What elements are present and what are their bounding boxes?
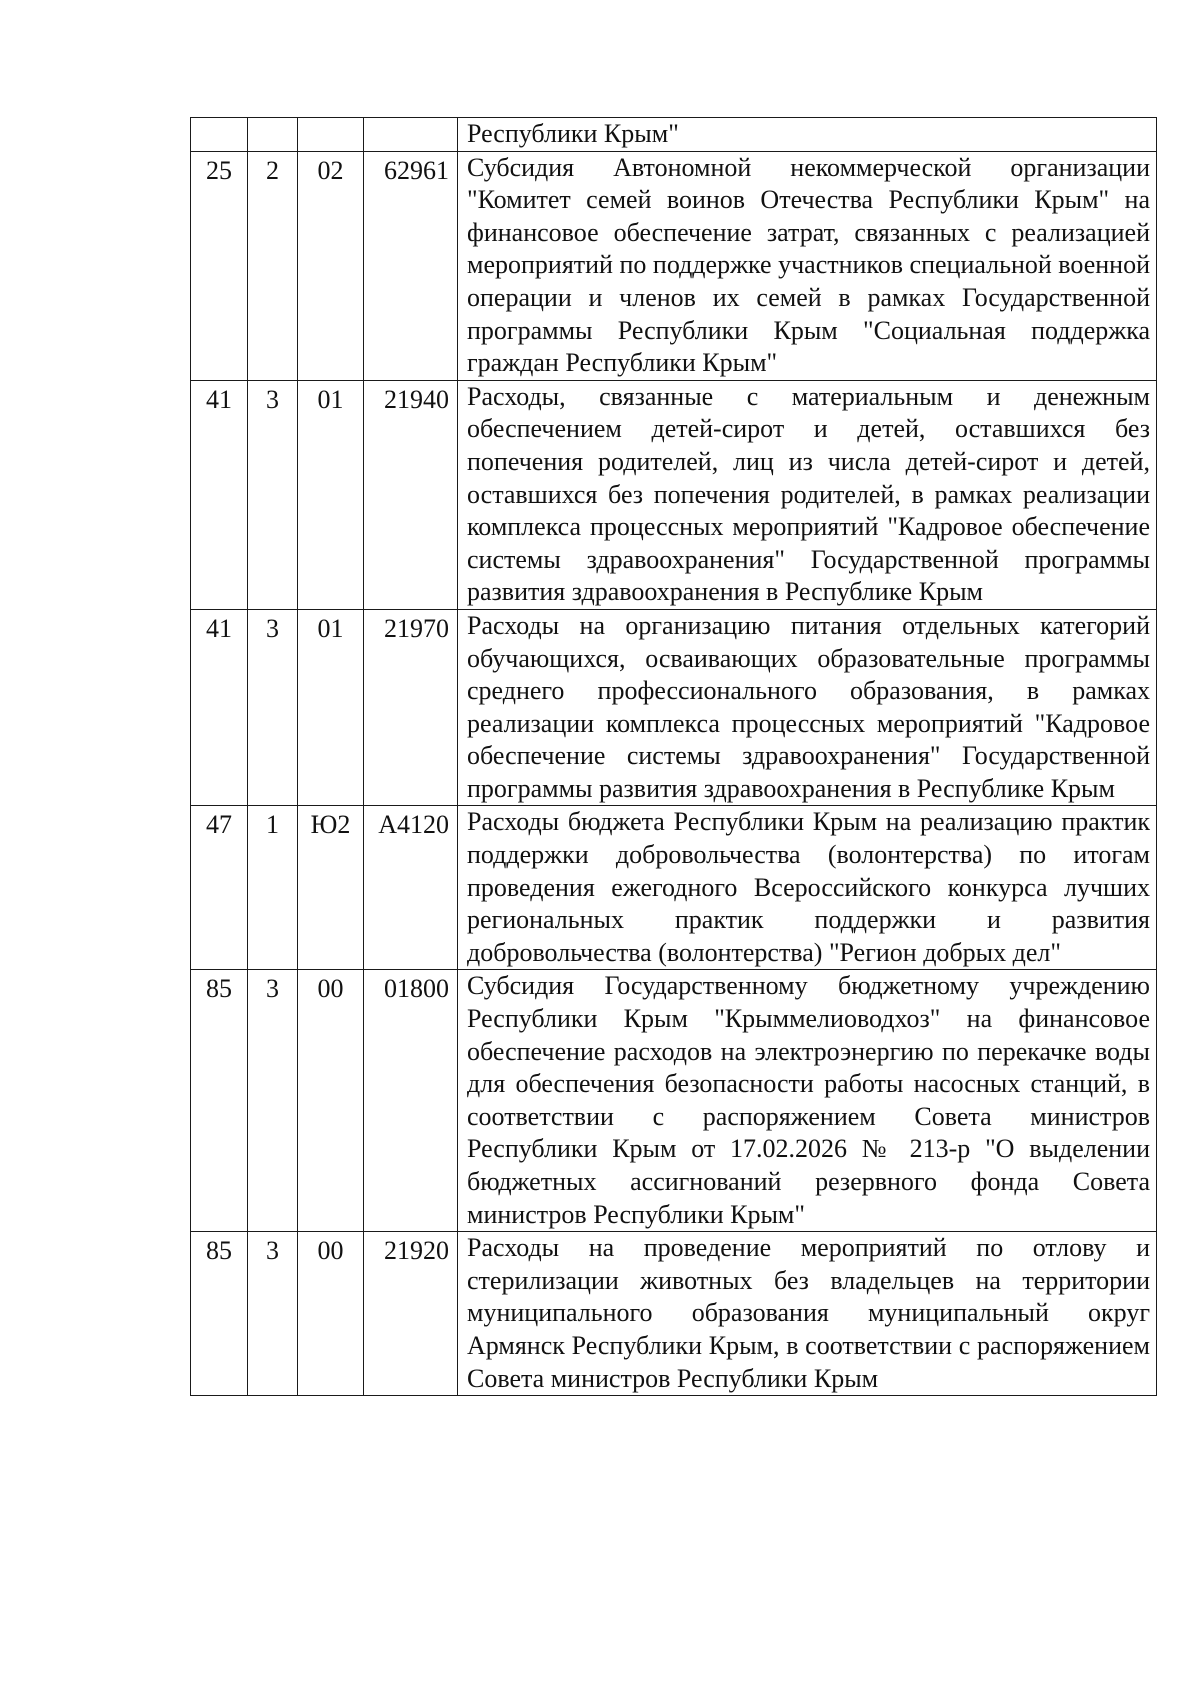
code-cell-3: 01 (298, 609, 364, 806)
code-cell-2: 1 (248, 806, 298, 970)
code-cell-2: 3 (248, 609, 298, 806)
code-cell-3: 00 (298, 970, 364, 1232)
description-cell (458, 151, 1157, 380)
code-cell-3: 02 (298, 151, 364, 380)
code-cell-1: 85 (191, 1232, 248, 1396)
code-cell-4 (364, 118, 458, 152)
description-cell (458, 970, 1157, 1232)
code-cell-4: 62961 (364, 151, 458, 380)
code-cell-4: 21920 (364, 1232, 458, 1396)
code-cell-2 (248, 118, 298, 152)
code-cell-2: 3 (248, 380, 298, 609)
code-cell-1: 41 (191, 380, 248, 609)
table-row (191, 806, 1157, 970)
description-text: Расходы бюджета Республики Крым на реализацию практик поддержки добровольчества (волонтерства) по итогам проведения ежегодного Всероссийского конкурса лучших региональных практик поддержки и развития добровольчества (волонтерства) "Регион добрых дел" (467, 807, 1150, 967)
description-text: Расходы на организацию питания отдельных категорий обучающихся, осваивающих образовательные программы среднего профессионального образования, в рамках реализации комплекса процессных мероприятий "Кадровое обеспечение системы здравоохранения" Государственной программы развития здравоохранения в Республике Крым (467, 610, 1150, 803)
description-cell (458, 806, 1157, 970)
table-row (191, 1232, 1157, 1396)
table-row (191, 970, 1157, 1232)
description-text: Расходы на проведение мероприятий по отлову и стерилизации животных без владельцев на территории муниципального образования муниципальный округ Армянск Республики Крым, в соответствии с распоряжением Совета министров Республики Крым (467, 1233, 1150, 1393)
code-cell-3 (298, 118, 364, 152)
code-cell-1 (191, 118, 248, 152)
description-cell (458, 1232, 1157, 1396)
budget-codes-table (190, 117, 1157, 1396)
description-text: Республики Крым" (467, 119, 679, 148)
code-cell-1: 25 (191, 151, 248, 380)
code-cell-3: 01 (298, 380, 364, 609)
table-row (191, 380, 1157, 609)
code-cell-2: 3 (248, 970, 298, 1232)
code-cell-2: 3 (248, 1232, 298, 1396)
code-cell-4: А4120 (364, 806, 458, 970)
code-cell-1: 47 (191, 806, 248, 970)
description-text: Расходы, связанные с материальным и денежным обеспечением детей-сирот и детей, оставшихся без попечения родителей, лиц из числа детей-сирот и детей, оставшихся без попечения родителей, в рамках реализации комплекса процессных мероприятий "Кадровое обеспечение системы здравоохранения" Государственной программы развития здравоохранения в Республике Крым (467, 381, 1150, 607)
table-row (191, 118, 1157, 152)
code-cell-3: Ю2 (298, 806, 364, 970)
description-cell (458, 609, 1157, 806)
code-cell-4: 21970 (364, 609, 458, 806)
table-row (191, 609, 1157, 806)
code-cell-1: 85 (191, 970, 248, 1232)
code-cell-4: 21940 (364, 380, 458, 609)
code-cell-2: 2 (248, 151, 298, 380)
code-cell-3: 00 (298, 1232, 364, 1396)
description-cell (458, 118, 1157, 152)
table-row (191, 151, 1157, 380)
description-text: Субсидия Автономной некоммерческой организации "Комитет семей воинов Отечества Республики Крым" на финансовое обеспечение затрат, связанных с реализацией мероприятий по поддержке участников специальной военной операции и членов их семей в рамках Государственной программы Республики Крым "Социальная поддержка граждан Республики Крым" (467, 152, 1150, 378)
code-cell-1: 41 (191, 609, 248, 806)
description-cell (458, 380, 1157, 609)
description-text: Субсидия Государственному бюджетному учреждению Республики Крым "Крыммелиоводхоз" на финансовое обеспечение расходов на электроэнергию по перекачке воды для обеспечения безопасности работы насосных станций, в соответствии с распоряжением Совета министров Республики Крым от 17.02.2026 № 213-р "О выделении бюджетных ассигнований резервного фонда Совета министров Республики Крым" (467, 971, 1150, 1229)
code-cell-4: 01800 (364, 970, 458, 1232)
